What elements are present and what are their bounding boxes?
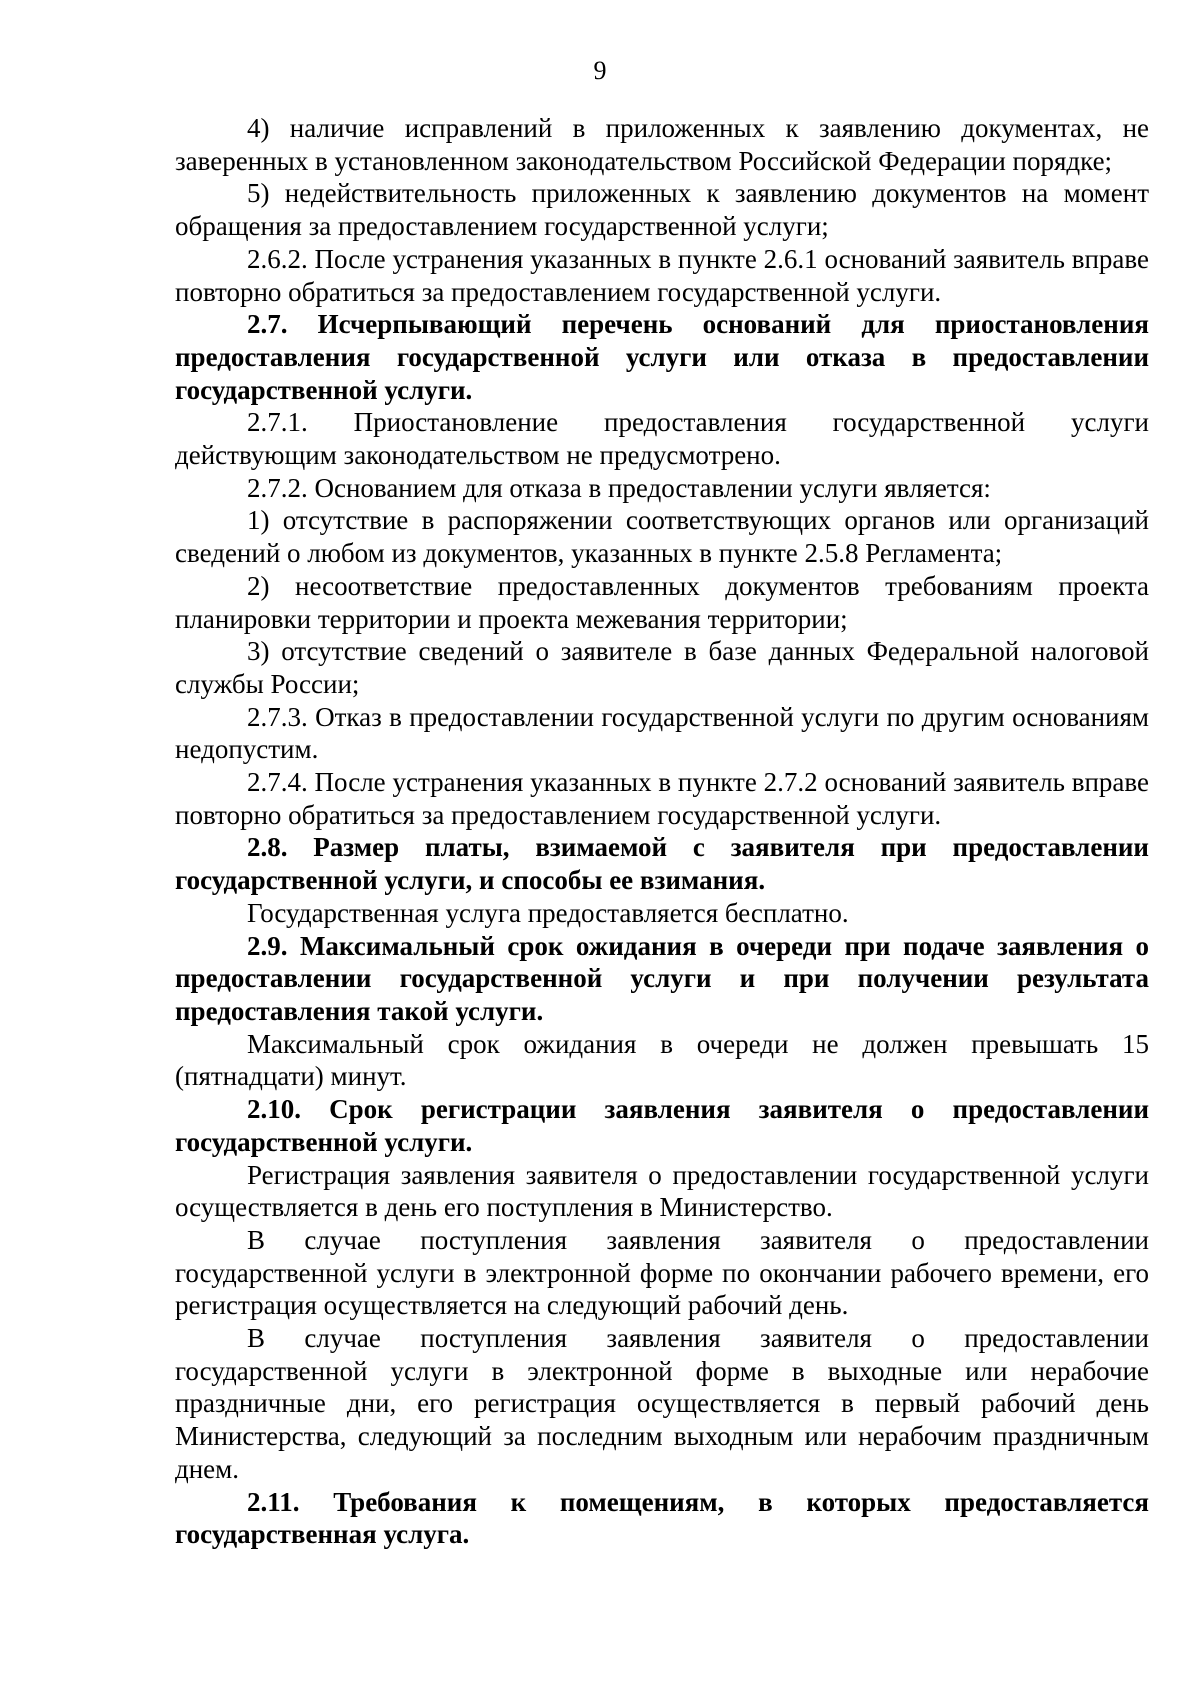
- clause-2-7-2: 2.7.2. Основанием для отказа в предоставлении услуги является:: [247, 472, 991, 503]
- refusal-reason-3: 3) отсутствие сведений о заявителе в базе данных Федеральной налоговой службы России;: [175, 636, 1149, 699]
- document-body: [175, 112, 1149, 1551]
- list-item-5: 5) недействительность приложенных к заявлению документов на момент обращения за предоставлением государственной услуги;: [175, 178, 1149, 242]
- registration-text-2: В случае поступления заявления заявителя о предоставлении государственной услуги в электронной форме по окончании рабочего времени, его регистрация осуществляется на следующий рабочий день.: [175, 1224, 1149, 1321]
- refusal-reason-2: 2) несоответствие предоставленных документов требованиям проекта планировки территории и проекта межевания территории;: [175, 570, 1149, 634]
- section-heading-2-11: 2.11. Требования к помещениям, в которых предоставляется государственная услуга.: [175, 1486, 1149, 1550]
- registration-text-1: Регистрация заявления заявителя о предоставлении государственной услуги осуществляется в день его поступления в Министерство.: [175, 1159, 1149, 1223]
- clause-2-7-1: 2.7.1. Приостановление предоставления государственной услуги действующим законодательством не предусмотрено.: [175, 407, 1149, 471]
- section-heading-2-10: 2.10. Срок регистрации заявления заявителя о предоставлении государственной услуги.: [175, 1094, 1149, 1157]
- clause-2-7-3: 2.7.3. Отказ в предоставлении государственной услуги по другим основаниям недопустим.: [175, 701, 1149, 765]
- clause-2-6-2: 2.6.2. После устранения указанных в пункте 2.6.1 оснований заявитель вправе повторно обратиться за предоставлением государственной услуги.: [175, 243, 1149, 307]
- clause-2-7-4: 2.7.4. После устранения указанных в пункте 2.7.2 оснований заявитель вправе повторно обратиться за предоставлением государственной услуги.: [175, 767, 1149, 830]
- registration-text-3: В случае поступления заявления заявителя о предоставлении государственной услуги в электронной форме в выходные или нерабочие праздничные дни, его регистрация осуществляется в первый рабочий день Министерства, следующий за последним выходным или нерабочим праздничным днем.: [175, 1323, 1149, 1484]
- section-heading-2-9: 2.9. Максимальный срок ожидания в очереди при подаче заявления о предоставлении государственной услуги и при получении результата предоставления такой услуги.: [175, 930, 1149, 1026]
- section-heading-2-7: 2.7. Исчерпывающий перечень оснований для приостановления предоставления государственной услуги или отказа в предоставлении государственной услуги.: [175, 309, 1149, 405]
- section-heading-2-8: 2.8. Размер платы, взимаемой с заявителя при предоставлении государственной услуги, и способы ее взимания.: [175, 832, 1149, 896]
- page-number: 9: [593, 56, 607, 85]
- refusal-reason-1: 1) отсутствие в распоряжении соответствующих органов или организаций сведений о любом из документов, указанных в пункте 2.5.8 Регламента;: [175, 505, 1149, 569]
- wait-time-text: Максимальный срок ожидания в очереди не должен превышать 15 (пятнадцати) минут.: [175, 1028, 1149, 1092]
- fee-text: Государственная услуга предоставляется бесплатно.: [247, 897, 849, 928]
- list-item-4: 4) наличие исправлений в приложенных к заявлению документах, не заверенных в установленном законодательством Российской Федерации порядке;: [175, 113, 1149, 176]
